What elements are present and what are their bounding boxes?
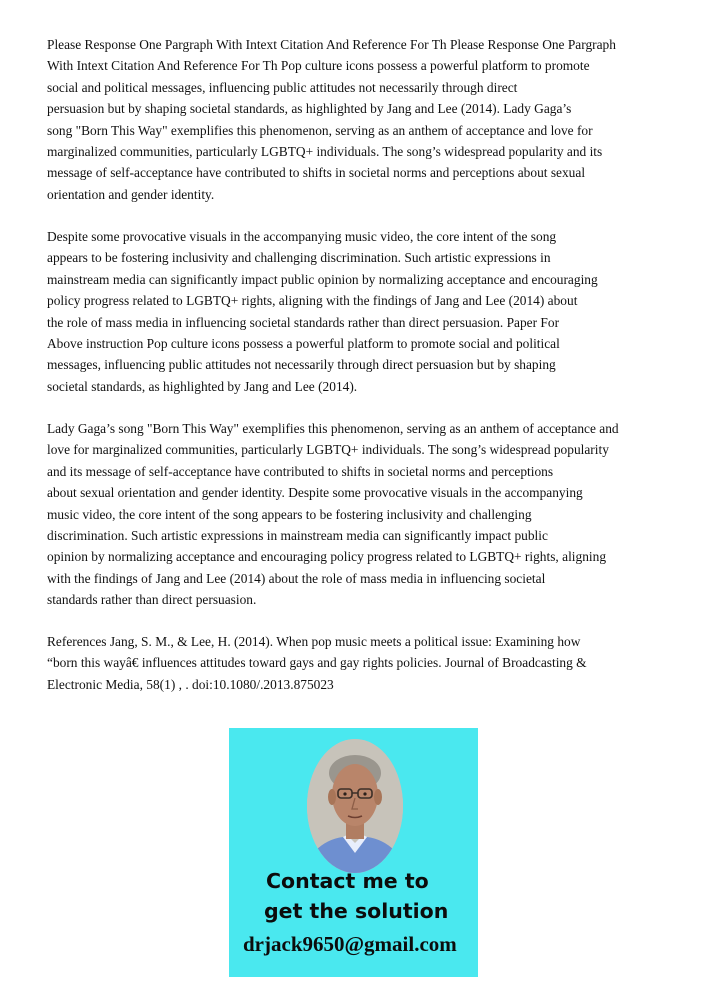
text-line: marginalized communities, particularly LGBTQ+ individuals. The song’s widespread popularity and its [47,144,603,160]
text-line: societal standards, as highlighted by Jang and Lee (2014). [47,378,358,394]
text-line: social and political messages, influencing public attitudes not necessarily through direct [47,79,518,95]
text-line: policy progress related to LGBTQ+ rights, aligning with the findings of Jang and Lee (2014) about [47,293,578,309]
text-line: persuasion but by shaping societal standards, as highlighted by Jang and Lee (2014). Lady Gaga’s [47,101,572,117]
text-line: with the findings of Jang and Lee (2014) about the role of mass media in influencing societal [47,570,546,586]
text-line: Please Response One Pargraph With Intext Citation And Reference For Th Please Response One Pargraph [47,37,616,52]
contact-ad-banner[interactable] [229,728,478,977]
text-line: standards rather than direct persuasion. [47,592,257,608]
text-line: appears to be fostering inclusivity and challenging discrimination. Such artistic expressions in [47,250,551,266]
text-line: messages, influencing public attitudes not necessarily through direct persuasion but by shaping [47,357,556,373]
text-line: Electronic Media, 58(1) , . doi:10.1080/.2013.875023 [47,676,334,692]
text-line: Above instruction Pop culture icons possess a powerful platform to promote social and political [47,336,560,352]
text-line: “born this wayâ€ influences attitudes toward gays and gay rights policies. Journal of Broadcasting & [47,655,587,671]
text-line: the role of mass media in influencing societal standards rather than direct persuasion. Paper For [47,314,560,330]
text-line: opinion by normalizing acceptance and encouraging policy progress related to LGBTQ+ rights, aligning [47,549,607,565]
text-line: and its message of self-acceptance have contributed to shifts in societal norms and perceptions [47,463,554,479]
text-line: music video, the core intent of the song appears to be fostering inclusivity and challenging [47,506,532,522]
ad-headline-line-2: get the solution [264,899,449,923]
references-paragraph [47,631,672,695]
text-line: orientation and gender identity. [47,186,215,202]
text-line: song "Born This Way" exemplifies this phenomenon, serving as an anthem of acceptance and love for [47,122,593,138]
contact-email-link[interactable]: drjack9650@gmail.com [243,932,457,956]
person-portrait-icon [307,739,403,873]
text-line: With Intext Citation And Reference For Th Pop culture icons possess a powerful platform to promote [47,58,590,74]
text-line: about sexual orientation and gender identity. Despite some provocative visuals in the accompanying [47,485,583,501]
text-line: love for marginalized communities, particularly LGBTQ+ individuals. The song’s widespread popularity [47,442,609,458]
paragraph-3 [47,418,672,611]
text-line: message of self-acceptance have contributed to shifts in societal norms and perceptions about sexual [47,165,586,181]
text-line: Despite some provocative visuals in the accompanying music video, the core intent of the song [47,229,557,244]
text-line: mainstream media can significantly impact public opinion by normalizing acceptance and encouraging [47,271,598,287]
paragraph-2 [47,226,672,397]
text-line: discrimination. Such artistic expressions in mainstream media can significantly impact public [47,528,548,544]
paragraph-1 [47,34,672,205]
text-line: References Jang, S. M., & Lee, H. (2014). When pop music meets a political issue: Examining how [47,634,581,649]
ad-headline-line-1: Contact me to [266,869,429,893]
text-line: Lady Gaga’s song "Born This Way" exemplifies this phenomenon, serving as an anthem of acceptance and [47,421,619,436]
